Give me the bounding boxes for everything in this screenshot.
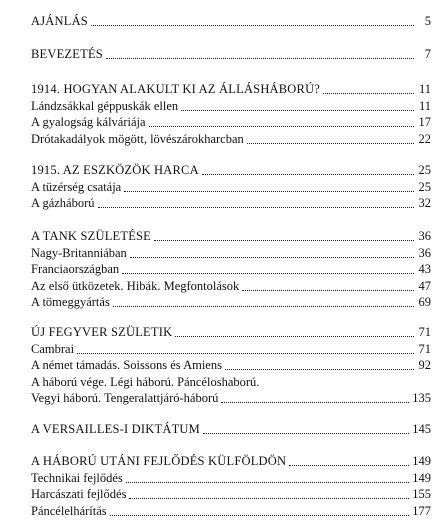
dot-leader — [129, 498, 409, 499]
toc-entry-title: A VERSAILLES-I DIKTÁTUM — [31, 422, 200, 436]
dot-leader — [175, 336, 414, 337]
dot-leader — [77, 353, 414, 354]
toc-page-number: 17 — [418, 115, 431, 129]
dot-leader — [225, 369, 414, 370]
dot-leader — [181, 110, 414, 111]
toc-page-number: 25 — [418, 179, 431, 194]
dot-leader — [122, 273, 414, 274]
toc-chapter-heading — [31, 323, 431, 339]
dot-leader — [110, 515, 410, 516]
toc-entry — [31, 244, 431, 260]
dot-leader — [221, 402, 409, 403]
toc-entry — [31, 389, 431, 405]
dot-leader — [289, 465, 409, 466]
dot-leader — [113, 306, 414, 307]
toc-entry-title: 1915. AZ ESZKÖZÖK HARCA — [31, 163, 199, 177]
toc-page-number: 36 — [418, 245, 431, 260]
toc-page-number: 32 — [418, 196, 431, 210]
toc-entry-title: ÚJ FEGYVER SZÜLETIK — [31, 325, 173, 339]
toc-page-number: 155 — [412, 487, 431, 501]
toc-page-number: 43 — [418, 262, 431, 276]
toc-page-number: 71 — [418, 341, 431, 356]
toc-page-number: 7 — [424, 47, 431, 61]
toc-entry-title: A tömeggyártás — [31, 295, 110, 309]
toc-entry-title: Cambrai — [31, 341, 75, 356]
toc-entry-title: Az első ütközetek. Hibák. Megfontolások — [31, 278, 240, 293]
toc-chapter-heading — [31, 420, 431, 436]
toc-entry-title: A háború vége. Légi háború. Páncéloshaború. — [31, 374, 260, 389]
toc-page-number: 11 — [418, 98, 431, 113]
toc-entry — [31, 130, 431, 146]
toc-entry-title: 1914. HOGYAN ALAKULT KI AZ ÁLLÁSHÁBORÚ? — [31, 82, 321, 96]
toc-entry-title: Harcászati fejlődés — [31, 487, 127, 501]
toc-entry-title: Vegyi háború. Tengeralattjáró-háború — [31, 391, 219, 405]
toc-entry — [31, 277, 431, 293]
toc-entry — [31, 373, 431, 389]
toc-entry-title: Nagy-Britanniában — [31, 245, 127, 260]
toc-entry — [31, 469, 431, 485]
toc-entry-title: A HÁBORÚ UTÁNI FEJLŐDÉS KÜLFÖLDÖN — [31, 454, 287, 468]
toc-entry-title: Lándzsákkal géppuskák ellen — [31, 98, 179, 113]
toc-page-number: 36 — [418, 229, 431, 243]
toc-chapter-heading — [31, 227, 431, 243]
toc-entry — [31, 485, 431, 501]
toc-page-number: 25 — [418, 163, 431, 177]
dot-leader — [203, 433, 409, 434]
toc-chapter-heading — [31, 45, 431, 61]
toc-entry-title: A gyalogság kálváriája — [31, 115, 146, 129]
dot-leader — [124, 191, 414, 192]
toc-page-number: 177 — [412, 503, 431, 518]
dot-leader — [323, 93, 414, 94]
toc-page-number: 92 — [418, 358, 431, 372]
toc-page-number: 5 — [424, 14, 431, 28]
toc-page-number: 149 — [412, 454, 431, 468]
toc-chapter-heading — [31, 12, 431, 28]
toc-entry — [31, 356, 431, 372]
toc-chapter-heading — [31, 452, 431, 468]
toc-entry — [31, 97, 431, 113]
toc-entry-title: A tüzérség csatája — [31, 179, 122, 194]
dot-leader — [106, 58, 414, 59]
toc-page-number: 145 — [412, 422, 431, 436]
toc-entry — [31, 340, 431, 356]
toc-page-number: 22 — [418, 131, 431, 146]
toc-chapter-heading — [31, 80, 431, 96]
toc-page-number: 149 — [412, 470, 431, 485]
toc-entry-title: Páncélelhárítás — [31, 503, 107, 518]
toc-entry-title: AJÁNLÁS — [31, 14, 88, 28]
toc-entry-title: A TANK SZÜLETÉSE — [31, 229, 152, 243]
toc-entry-title: A gázháború — [31, 196, 95, 210]
dot-leader — [130, 257, 414, 258]
toc-entry-title: Drótakadályok mögött, lövészárokharcban — [31, 131, 244, 146]
toc-entry-title: A német támadás. Soissons és Amiens — [31, 358, 222, 372]
dot-leader — [98, 207, 414, 208]
dot-leader — [247, 143, 414, 144]
dot-leader — [202, 174, 414, 175]
dot-leader — [154, 240, 414, 241]
dot-leader — [91, 25, 414, 26]
toc-page-number: 11 — [418, 82, 431, 96]
toc-entry — [31, 260, 431, 276]
toc-page-number: 47 — [418, 278, 431, 293]
toc-entry — [31, 113, 431, 129]
toc-entry-title: Franciaországban — [31, 262, 120, 276]
dot-leader — [242, 290, 414, 291]
toc-page-number: 135 — [412, 391, 431, 405]
toc-entry — [31, 502, 431, 518]
toc-entry-title: Technikai fejlődés — [31, 470, 123, 485]
toc-entry-title: BEVEZETÉS — [31, 47, 103, 61]
toc-entry — [31, 178, 431, 194]
toc-page-number: 69 — [418, 295, 431, 309]
toc-chapter-heading — [31, 161, 431, 177]
dot-leader — [149, 126, 414, 127]
toc-entry — [31, 194, 431, 210]
dot-leader — [126, 482, 409, 483]
toc-entry — [31, 293, 431, 309]
toc-page-number: 71 — [418, 325, 431, 339]
